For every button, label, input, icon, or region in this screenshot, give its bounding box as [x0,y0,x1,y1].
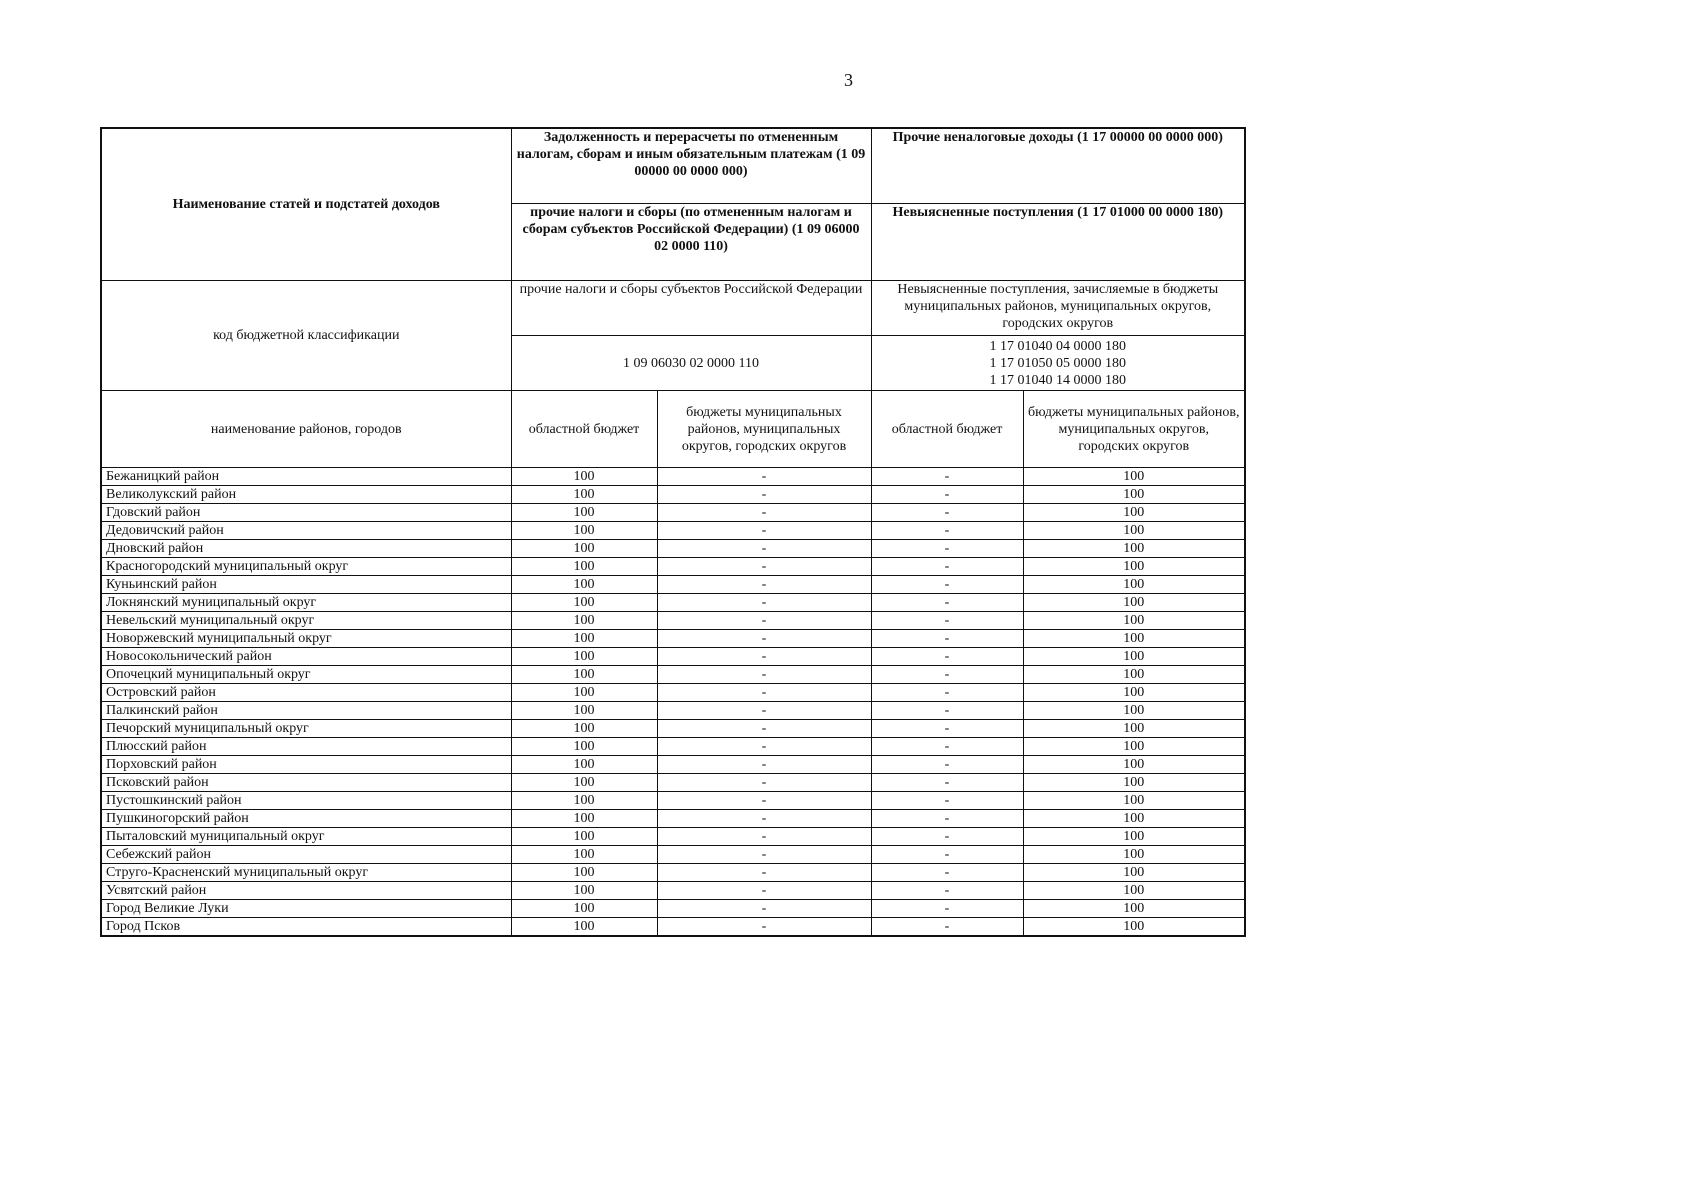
oblast-budget-share-2: - [871,630,1023,648]
table-row [101,630,1245,648]
kbk-label: код бюджетной классификации [101,281,511,391]
munic-budget-share-1: - [657,666,871,684]
oblast-budget-share-1: 100 [511,612,657,630]
munic-budget-share-1: - [657,684,871,702]
oblast-budget-share-1: 100 [511,522,657,540]
oblast-budget-share-2: - [871,774,1023,792]
table-row [101,540,1245,558]
oblast-budget-share-2: - [871,468,1023,486]
table-row [101,486,1245,504]
table-row [101,846,1245,864]
page-number: 3 [844,70,853,90]
district-name: Гдовский район [101,504,511,522]
munic-budget-share-2: 100 [1023,810,1245,828]
table-row [101,864,1245,882]
oblast-budget-share-1: 100 [511,882,657,900]
oblast-budget-share-1: 100 [511,468,657,486]
district-name: Плюсский район [101,738,511,756]
table-row [101,828,1245,846]
munic-budget-share-1: - [657,504,871,522]
oblast-budget-share-1: 100 [511,576,657,594]
table-row [101,792,1245,810]
district-name: Порховский район [101,756,511,774]
munic-budget-share-1: - [657,756,871,774]
kbk-other-taxes-name: прочие налоги и сборы субъектов Российской Федерации [511,281,871,336]
munic-budget-share-2: 100 [1023,846,1245,864]
munic-budget-share-2: 100 [1023,774,1245,792]
header-article-names: Наименование статей и подстатей доходов [101,128,511,281]
oblast-budget-share-2: - [871,846,1023,864]
oblast-budget-share-1: 100 [511,720,657,738]
oblast-budget-share-2: - [871,684,1023,702]
munic-budget-share-1: - [657,522,871,540]
header-row-groups [101,128,1245,204]
munic-budget-share-1: - [657,810,871,828]
oblast-budget-share-2: - [871,558,1023,576]
oblast-budget-share-1: 100 [511,846,657,864]
munic-budget-share-1: - [657,576,871,594]
oblast-budget-share-1: 100 [511,792,657,810]
munic-budget-share-1: - [657,540,871,558]
table-row [101,810,1245,828]
munic-budget-share-1: - [657,864,871,882]
districts-label: наименование районов, городов [101,391,511,468]
munic-budget-share-2: 100 [1023,486,1245,504]
oblast-budget-share-1: 100 [511,558,657,576]
oblast-budget-share-1: 100 [511,684,657,702]
col-munic-budget-1: бюджеты муниципальных районов, муниципальных округов, городских округов [657,391,871,468]
col-munic-budget-2: бюджеты муниципальных районов, муниципальных округов, городских округов [1023,391,1245,468]
oblast-budget-share-1: 100 [511,504,657,522]
munic-budget-share-2: 100 [1023,576,1245,594]
oblast-budget-share-2: - [871,504,1023,522]
oblast-budget-share-1: 100 [511,774,657,792]
oblast-budget-share-2: - [871,810,1023,828]
table-row [101,648,1245,666]
district-name: Новосокольнический район [101,648,511,666]
oblast-budget-share-2: - [871,648,1023,666]
munic-budget-share-2: 100 [1023,828,1245,846]
oblast-budget-share-2: - [871,828,1023,846]
oblast-budget-share-2: - [871,918,1023,937]
munic-budget-share-2: 100 [1023,540,1245,558]
header-group-debt-taxes: Задолженность и перерасчеты по отмененным налогам, сборам и иным обязательным платежам (1 09 00000 00 0000 000) [511,128,871,204]
kbk-code-3: 1 17 01040 14 0000 180 [989,372,1127,388]
munic-budget-share-2: 100 [1023,594,1245,612]
table-row [101,756,1245,774]
table-row [101,882,1245,900]
munic-budget-share-1: - [657,558,871,576]
header-group-nontax-income: Прочие неналоговые доходы (1 17 00000 00 0000 000) [871,128,1245,204]
munic-budget-share-2: 100 [1023,900,1245,918]
oblast-budget-share-1: 100 [511,738,657,756]
district-name: Пустошкинский район [101,792,511,810]
district-name: Город Великие Луки [101,900,511,918]
munic-budget-share-2: 100 [1023,918,1245,937]
district-name: Печорский муниципальный округ [101,720,511,738]
district-name: Островский район [101,684,511,702]
column-headers-row [101,391,1245,468]
munic-budget-share-1: - [657,738,871,756]
table-row [101,558,1245,576]
oblast-budget-share-2: - [871,522,1023,540]
oblast-budget-share-2: - [871,756,1023,774]
table-row [101,666,1245,684]
table-row [101,738,1245,756]
district-name: Псковский район [101,774,511,792]
table-row [101,522,1245,540]
munic-budget-share-1: - [657,882,871,900]
oblast-budget-share-1: 100 [511,828,657,846]
oblast-budget-share-1: 100 [511,900,657,918]
district-name: Пыталовский муниципальный округ [101,828,511,846]
kbk-code-2: 1 17 01050 05 0000 180 [989,355,1127,371]
oblast-budget-share-2: - [871,882,1023,900]
munic-budget-share-1: - [657,468,871,486]
munic-budget-share-1: - [657,720,871,738]
munic-budget-share-1: - [657,648,871,666]
munic-budget-share-2: 100 [1023,558,1245,576]
table-row [101,720,1245,738]
table-row [101,918,1245,937]
munic-budget-share-2: 100 [1023,702,1245,720]
oblast-budget-share-2: - [871,666,1023,684]
munic-budget-share-1: - [657,594,871,612]
oblast-budget-share-2: - [871,594,1023,612]
munic-budget-share-2: 100 [1023,882,1245,900]
district-name: Себежский район [101,846,511,864]
header-subgroup-unclear-receipts: Невыясненные поступления (1 17 01000 00 0000 180) [871,204,1245,281]
oblast-budget-share-1: 100 [511,648,657,666]
munic-budget-share-1: - [657,900,871,918]
district-name: Дновский район [101,540,511,558]
revenue-distribution-table [100,127,1246,937]
table-body [101,468,1245,937]
oblast-budget-share-2: - [871,612,1023,630]
district-name: Новоржевский муниципальный округ [101,630,511,648]
table-row [101,594,1245,612]
district-name: Великолукский район [101,486,511,504]
munic-budget-share-2: 100 [1023,720,1245,738]
district-name: Опочецкий муниципальный округ [101,666,511,684]
col-oblast-budget-2: областной бюджет [871,391,1023,468]
munic-budget-share-2: 100 [1023,684,1245,702]
district-name: Невельский муниципальный округ [101,612,511,630]
oblast-budget-share-1: 100 [511,864,657,882]
oblast-budget-share-1: 100 [511,666,657,684]
oblast-budget-share-2: - [871,738,1023,756]
table-row [101,504,1245,522]
oblast-budget-share-1: 100 [511,486,657,504]
munic-budget-share-2: 100 [1023,666,1245,684]
munic-budget-share-1: - [657,828,871,846]
district-name: Усвятский район [101,882,511,900]
district-name: Пушкиногорский район [101,810,511,828]
kbk-row-names [101,281,1245,336]
table-row [101,900,1245,918]
munic-budget-share-2: 100 [1023,522,1245,540]
oblast-budget-share-1: 100 [511,810,657,828]
kbk-unclear-receipts-codes [871,336,1245,391]
oblast-budget-share-1: 100 [511,918,657,937]
kbk-other-taxes-code: 1 09 06030 02 0000 110 [511,336,871,391]
oblast-budget-share-2: - [871,792,1023,810]
munic-budget-share-1: - [657,630,871,648]
header-subgroup-other-taxes: прочие налоги и сборы (по отмененным налогам и сборам субъектов Российской Федерации) (1 09 06000 02 0000 110) [511,204,871,281]
munic-budget-share-2: 100 [1023,738,1245,756]
table-row [101,612,1245,630]
munic-budget-share-2: 100 [1023,612,1245,630]
district-name: Куньинский район [101,576,511,594]
district-name: Бежаницкий район [101,468,511,486]
munic-budget-share-1: - [657,846,871,864]
munic-budget-share-1: - [657,918,871,937]
table-row [101,468,1245,486]
munic-budget-share-2: 100 [1023,792,1245,810]
district-name: Локнянский муниципальный округ [101,594,511,612]
oblast-budget-share-2: - [871,540,1023,558]
district-name: Струго-Красненский муниципальный округ [101,864,511,882]
oblast-budget-share-2: - [871,720,1023,738]
oblast-budget-share-1: 100 [511,540,657,558]
col-oblast-budget-1: областной бюджет [511,391,657,468]
munic-budget-share-2: 100 [1023,468,1245,486]
oblast-budget-share-2: - [871,864,1023,882]
oblast-budget-share-2: - [871,900,1023,918]
oblast-budget-share-1: 100 [511,756,657,774]
oblast-budget-share-1: 100 [511,594,657,612]
kbk-unclear-receipts-name: Невыясненные поступления, зачисляемые в бюджеты муниципальных районов, муниципальных округов, городских округов [871,281,1245,336]
munic-budget-share-1: - [657,612,871,630]
district-name: Дедовичский район [101,522,511,540]
munic-budget-share-1: - [657,774,871,792]
table-row [101,684,1245,702]
table-row [101,702,1245,720]
kbk-code-1: 1 17 01040 04 0000 180 [989,338,1127,354]
munic-budget-share-2: 100 [1023,504,1245,522]
munic-budget-share-1: - [657,486,871,504]
district-name: Красногородский муниципальный округ [101,558,511,576]
table-row [101,774,1245,792]
table-row [101,576,1245,594]
munic-budget-share-2: 100 [1023,630,1245,648]
munic-budget-share-2: 100 [1023,648,1245,666]
munic-budget-share-2: 100 [1023,864,1245,882]
munic-budget-share-1: - [657,792,871,810]
munic-budget-share-1: - [657,702,871,720]
oblast-budget-share-2: - [871,486,1023,504]
oblast-budget-share-2: - [871,576,1023,594]
district-name: Город Псков [101,918,511,937]
oblast-budget-share-1: 100 [511,630,657,648]
oblast-budget-share-2: - [871,702,1023,720]
munic-budget-share-2: 100 [1023,756,1245,774]
oblast-budget-share-1: 100 [511,702,657,720]
district-name: Палкинский район [101,702,511,720]
